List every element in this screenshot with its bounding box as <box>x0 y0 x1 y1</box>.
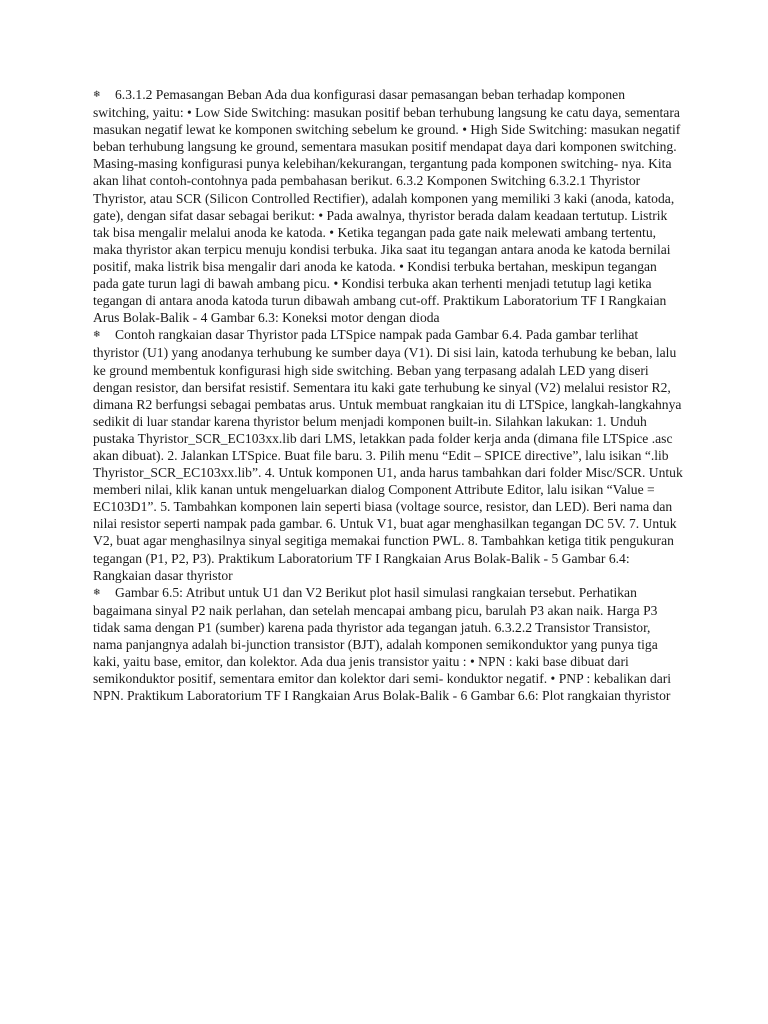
bullet-icon: ❄ <box>93 330 101 341</box>
paragraph-rangkaian-thyristor <box>93 326 687 583</box>
bullet-icon: ❄ <box>93 90 101 100</box>
paragraph-transistor <box>93 584 683 705</box>
paragraph-text: Contoh rangkaian dasar Thyristor pada LTSpice nampak pada Gambar 6.4. Pada gambar terlihat thyristor (U1) yang anodanya terhubung ke sumber daya (V1). Di sisi lain, katoda terhubung ke beban, lalu ke ground membentuk konfigurasi high side switching. Beban yang terpasang adalah LED yang diseri dengan resistor, dan bersifat resistif. Sementara itu kaki gate terhubung ke sinyal (V2) melalui resistor R2, dimana R2 berfungsi sebagai pembatas arus. Untuk membuat rangkaian itu di LTSpice, langkah-langkahnya sedikit di luar standar karena thyristor belum menjadi komponen built-in. Silahkan lakukan: 1. Unduh pustaka Thyristor_SCR_EC103xx.lib dari LMS, letakkan pada folder kerja anda (dimana file LTSpice .asc akan dibuat). 2. Jalankan LTSpice. Buat file baru. 3. Pilih menu “Edit – SPICE directive”, lalu isikan “.lib Thyristor_SCR_EC103xx.lib”. 4. Untuk komponen U1, anda harus tambahkan dari folder Misc/SCR. Untuk memberi nilai, klik kanan untuk mengeluarkan dialog Component Attribute Editor, lalu isikan “Value = EC103D1”. 5. Tambahkan komponen lain seperti biasa (voltage source, resistor, dan LED). Beri nama dan nilai resistor seperti nampak pada gambar. 6. Untuk V1, buat agar menghasilkan tegangan DC 5V. 7. Untuk V2, buat agar menghasilnya sinyal segitiga memakai function PWL. 8. Tambahkan ketiga titik pengukuran tegangan (P1, P2, P3). Praktikum Laboratorium TF I Rangkaian Arus Bolak-Balik - 5 Gambar 6.4: Rangkaian dasar thyristor <box>93 327 687 583</box>
bullet-icon: ❄ <box>93 587 101 598</box>
paragraph-text: Gambar 6.5: Atribut untuk U1 dan V2 Berikut plot hasil simulasi rangkaian tersebut. Perhatikan bagaimana sinyal P2 naik perlahan, dan setelah mencapai ambang picu, barulah P3 akan naik. Harga P3 tidak sama dengan P1 (sumber) karena pada thyristor ada tegangan jatuh. 6.3.2.2 Transistor Transistor, nama panjangnya adalah bi-junction transistor (BJT), adalah komponen semikonduktor yang punya tiga kaki, yaitu base, emitor, dan kolektor. Ada dua jenis transistor yaitu : • NPN : kaki base dibuat dari semikonduktor positif, sementara emitor dan kolektor dari semi- konduktor negatif. • PNP : kebalikan dari NPN. Praktikum Laboratorium TF I Rangkaian Arus Bolak-Balik - 6 Gambar 6.6: Plot rangkaian thyristor <box>93 584 675 704</box>
paragraph-text: 6.3.1.2 Pemasangan Beban Ada dua konfigurasi dasar pemasangan beban terhadap komponen switching, yaitu: • Low Side Switching: masukan positif beban terhubung langsung ke catu daya, sementara masukan negatif lewat ke komponen switching sebelum ke ground. • High Side Switching: masukan negatif beban terhubung langsung ke ground, sementara masukan positif mendapat daya dari komponen switching. Masing-masing konfigurasi punya kelebihan/kekurangan, tergantung pada komponen switching- nya. Kita akan lihat contoh-contohnya pada pembahasan berikut. 6.3.2 Komponen Switching 6.3.2.1 Thyristor Thyristor, atau SCR (Silicon Controlled Rectifier), adalah komponen yang memiliki 3 kaki (anoda, katoda, gate), dengan sifat dasar sebagai berikut: • Pada awalnya, thyristor berada dalam keadaan tertutup. Listrik tak bisa mengalir melalui anoda ke katoda. • Ketika tegangan pada gate naik melewati ambang tertentu, maka thyristor akan terpicu menuju kondisi terbuka. Jika saat itu tegangan antara anoda ke katoda bernilai positif, maka listrik bisa mengalir dari anoda ke katoda. • Kondisi terbuka bertahan, meskipun tegangan pada gate turun lagi di bawah ambang picu. • Kondisi terbuka akan terhenti menjadi tetutup lagi ketika tegangan di antara anoda katoda turun dibawah ambang cut-off. Praktikum Laboratorium TF I Rangkaian Arus Bolak-Balik - 4 Gambar 6.3: Koneksi motor dengan dioda <box>93 87 684 326</box>
paragraph-pemasangan-beban <box>93 86 683 326</box>
document-body <box>93 86 687 704</box>
